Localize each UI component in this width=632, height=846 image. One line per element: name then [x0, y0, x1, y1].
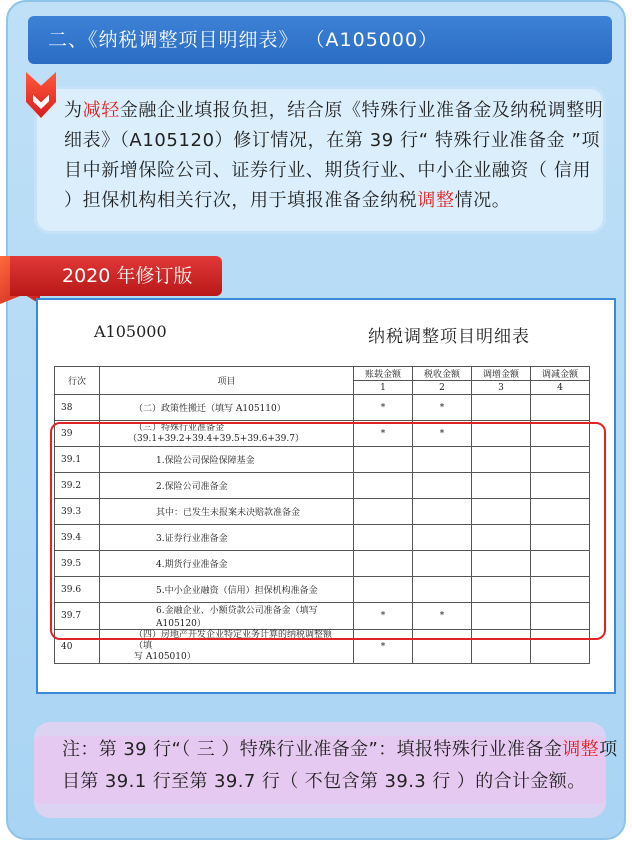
row-num: 39.5 [55, 551, 100, 577]
row-item: （二）政策性搬迁（填写 A105110） [100, 395, 354, 421]
note-text [62, 734, 622, 798]
row-c3 [472, 473, 531, 499]
row-c2 [413, 447, 472, 473]
note-part1: 注：第 39 行“（ 三 ）特殊行业准备金”：填报特殊行业准备金 [62, 739, 563, 760]
form-code: A105000 [94, 322, 167, 341]
intro-part3: 情况。 [454, 190, 511, 211]
row-c1 [354, 577, 413, 603]
row-c1 [354, 525, 413, 551]
section-header: 二、《纳税调整项目明细表》 （A105000） [28, 16, 612, 64]
header-col3: 调增金额 [472, 367, 531, 381]
row-num: 38 [55, 395, 100, 421]
row-c1: * [354, 603, 413, 630]
row-c4 [531, 525, 590, 551]
row-c1 [354, 499, 413, 525]
table-row [55, 421, 590, 447]
row-c1 [354, 473, 413, 499]
row-item-line2: 写 A105010） [134, 652, 196, 662]
row-num: 39.1 [55, 447, 100, 473]
row-c3 [472, 630, 531, 664]
table-row [55, 499, 590, 525]
row-item: 2.保险公司准备金 [100, 473, 354, 499]
row-c2: * [413, 395, 472, 421]
intro-part2: 金融企业填报负担，结合原《特殊行业准备金及纳税调整明细表》（A105120）修订情况，在第 39 行“ 特殊行业准备金 ”项目中新增保险公司、证券行业、期货行业、中小企业融资（ 信用 ）担保机构相关行次，用于填报准备金纳税 [64, 100, 604, 211]
row-c1 [354, 447, 413, 473]
header-item: 项目 [100, 367, 354, 395]
row-c4 [531, 603, 590, 630]
header-col1: 账载金额 [354, 367, 413, 381]
row-c2 [413, 630, 472, 664]
row-c1 [354, 551, 413, 577]
header-n4: 4 [531, 381, 590, 395]
row-num: 39.2 [55, 473, 100, 499]
row-c2 [413, 473, 472, 499]
row-c1: * [354, 421, 413, 447]
table-row [55, 447, 590, 473]
row-item: 其中：已发生未报案未决赔款准备金 [100, 499, 354, 525]
header-n2: 2 [413, 381, 472, 395]
row-c2 [413, 577, 472, 603]
table-row [55, 577, 590, 603]
intro-text [64, 96, 604, 216]
header-line: 行次 [55, 367, 100, 395]
row-num: 39.6 [55, 577, 100, 603]
header-col2: 税收金额 [413, 367, 472, 381]
row-c4 [531, 473, 590, 499]
row-c4 [531, 395, 590, 421]
row-num: 39.3 [55, 499, 100, 525]
table-row [55, 551, 590, 577]
intro-highlight-2: 调整 [417, 190, 455, 211]
note-highlight: 调整 [562, 739, 600, 760]
table-row [55, 603, 590, 630]
row-c3 [472, 577, 531, 603]
table-row [55, 395, 590, 421]
intro-highlight-1: 减轻 [82, 100, 120, 121]
row-c2: * [413, 603, 472, 630]
table-row [55, 473, 590, 499]
row-c4 [531, 551, 590, 577]
row-c4 [531, 630, 590, 664]
row-num: 39.7 [55, 603, 100, 630]
row-c4 [531, 447, 590, 473]
row-c3 [472, 525, 531, 551]
row-item: 1.保险公司保险保障基金 [100, 447, 354, 473]
row-num: 39.4 [55, 525, 100, 551]
row-c3 [472, 499, 531, 525]
row-item [100, 421, 354, 447]
row-item: 3.证券行业准备金 [100, 525, 354, 551]
intro-part1: 为 [64, 100, 83, 121]
row-c3 [472, 447, 531, 473]
row-c2: * [413, 421, 472, 447]
row-c4 [531, 499, 590, 525]
row-c3 [472, 421, 531, 447]
row-c3 [472, 551, 531, 577]
form-title: 纳税调整项目明细表 [368, 327, 530, 347]
row-c2 [413, 499, 472, 525]
header-col4: 调减金额 [531, 367, 590, 381]
row-c1: * [354, 395, 413, 421]
row-c3 [472, 395, 531, 421]
row-item-line1: （三）特殊行业准备金 [134, 422, 225, 433]
header-n3: 3 [472, 381, 531, 395]
form-image [36, 298, 616, 694]
row-item: 6.金融企业、小额贷款公司准备金（填写 A105120） [100, 603, 354, 630]
row-c4 [531, 577, 590, 603]
version-tag: 2020 年修订版 [10, 256, 222, 296]
row-item-line1: （四）房地产开发企业特定业务计算的纳税调整额（填 [134, 630, 333, 651]
row-item [100, 630, 354, 664]
row-item-line2: （39.1+39.2+39.4+39.5+39.6+39.7） [128, 433, 304, 444]
row-item: 5.中小企业融资（信用）担保机构准备金 [100, 577, 354, 603]
row-c4 [531, 421, 590, 447]
row-c1: * [354, 630, 413, 664]
form-table [54, 366, 590, 664]
row-num: 39 [55, 421, 100, 447]
row-item: 4.期货行业准备金 [100, 551, 354, 577]
row-num: 40 [55, 630, 100, 664]
table-row [55, 525, 590, 551]
table-row [55, 630, 590, 664]
row-c2 [413, 525, 472, 551]
header-n1: 1 [354, 381, 413, 395]
row-c2 [413, 551, 472, 577]
row-c3 [472, 603, 531, 630]
note-part2: 项目第 39.1 行至第 39.7 行（ 不包含第 39.3 行 ）的合计金额。 [62, 739, 618, 792]
